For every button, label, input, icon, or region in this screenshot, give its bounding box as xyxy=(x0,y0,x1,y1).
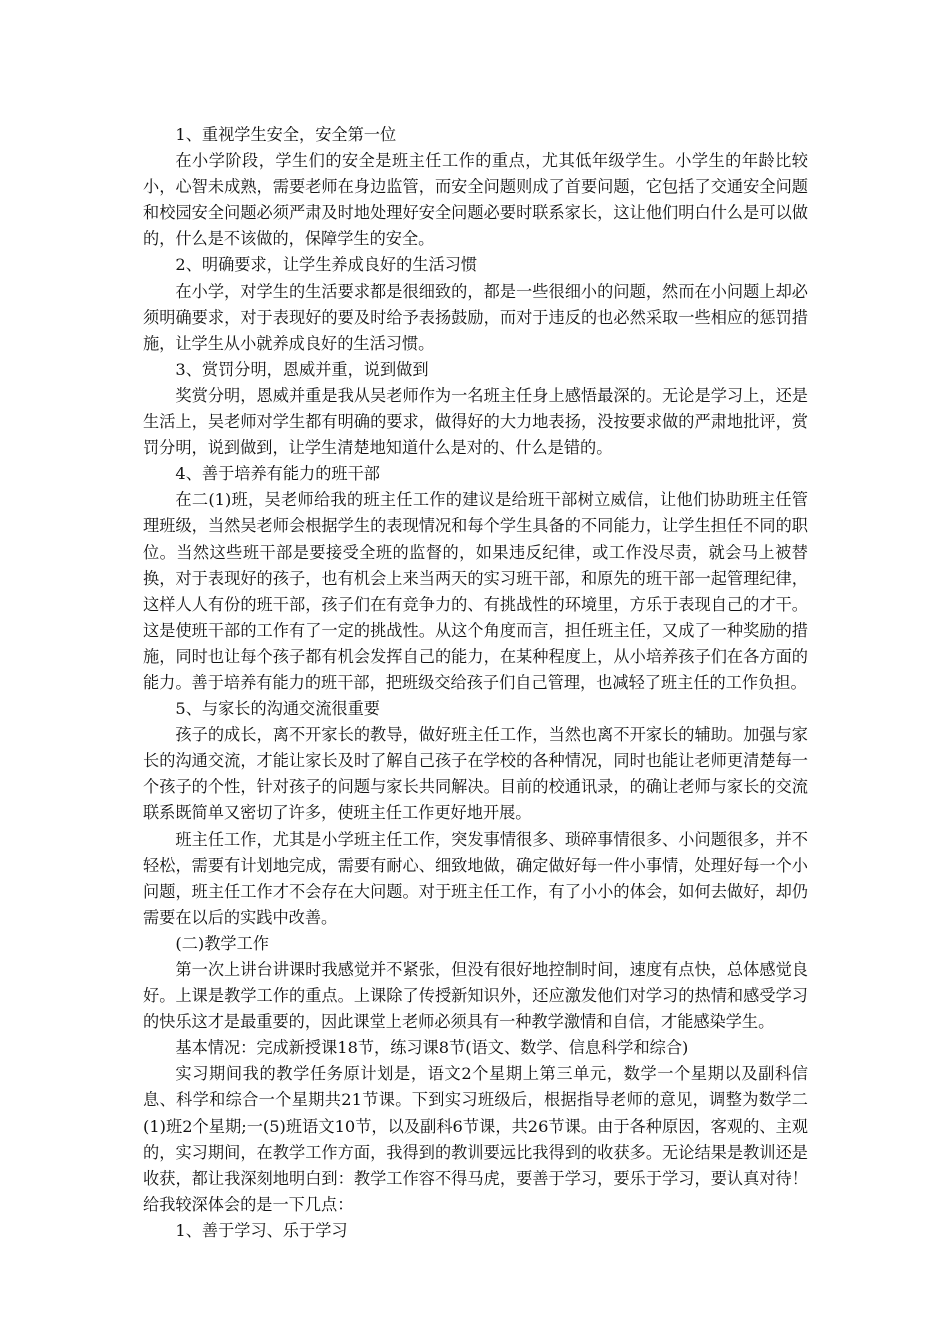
paragraph-basic-info: 基本情况：完成新授课18节，练习课8节(语文、数学、信息科学和综合) xyxy=(175,1038,689,1058)
paragraph-summary: 班主任工作，尤其是小学班主任工作，突发事情很多、琐碎事情很多、小问题很多，并不轻松，需要有计划地完成，需要有耐心、细致地做，确定做好每一件小事情，处理好每一个小问题，班主任工作才不会存在大问题。对于班主任工作，有了小小的体会，如何去做好，却仍需要在以后的实践中改善。 xyxy=(143,829,808,927)
heading-class-cadres: 4、善于培养有能力的班干部 xyxy=(175,464,380,484)
paragraph-rewards: 奖赏分明，恩威并重是我从吴老师作为一名班主任身上感悟最深的。无论是学习上，还是生活上，吴老师对学生都有明确的要求，做得好的大力地表扬，没按要求做的严肃地批评，赏罚分明，说到做到，让学生清楚地知道什么是对的、什么是错的。 xyxy=(143,385,808,458)
paragraph-class-cadres: 在二(1)班，吴老师给我的班主任工作的建议是给班干部树立威信，让他们协助班主任管理班级，当然吴老师会根据学生的表现情况和每个学生具备的不同能力，让学生担任不同的职位。当然这些班干部是要接受全班的监督的，如果违反纪律，或工作没尽责，就会马上被替换，对于表现好的孩子，也有机会上来当两天的实习班干部，和原先的班干部一起管理纪律，这样人人有份的班干部，孩子们在有竞争力的、有挑战性的环境里，方乐于表现自己的才干。这是使班干部的工作有了一定的挑战性。从这个角度而言，担任班主任，又成了一种奖励的措施，同时也让每个孩子都有机会发挥自己的能力，在某种程度上，从小培养孩子们在各方面的能力。善于培养有能力的班干部，把班级交给孩子们自己管理，也减轻了班主任的工作负担。 xyxy=(143,490,808,692)
heading-habits: 2、明确要求，让学生养成良好的生活习惯 xyxy=(175,255,478,275)
section-heading-teaching: (二)教学工作 xyxy=(175,933,269,953)
heading-safety: 1、重视学生安全，安全第一位 xyxy=(175,125,397,144)
heading-rewards: 3、赏罚分明，恩威并重，说到做到 xyxy=(175,359,429,379)
paragraph-parents: 孩子的成长，离不开家长的教导，做好班主任工作，当然也离不开家长的辅助。加强与家长的沟通交流，才能让家长及时了解自己孩子在学校的各种情况，同时也能让老师更清楚每一个孩子的个性，针对孩子的问题与家长共同解决。目前的校通讯录，的确让老师与家长的交流联系既简单又密切了许多，使班主任工作更好地开展。 xyxy=(143,725,808,823)
heading-parents: 5、与家长的沟通交流很重要 xyxy=(175,699,380,719)
paragraph-teaching-plan: 实习期间我的教学任务原计划是，语文2个星期上第三单元，数学一个星期以及副科信息、科学和综合一个星期共21节课。下到实习班级后，根据指导老师的意见，调整为数学二(1)班2个星期;一(5)班语文10节，以及副科6节课，共26节课。由于各种原因，客观的、主观的，实习期间，在教学工作方面，我得到的教训要远比我得到的收获多。无论结果是教训还是收获，都让我深刻地明白到：教学工作容不得马虎，要善于学习，要乐于学习，要认真对待！给我较深体会的是一下几点： xyxy=(143,1064,808,1214)
paragraph-habits: 在小学，对学生的生活要求都是很细致的，都是一些很细小的问题，然而在小问题上却必须明确要求，对于表现好的要及时给予表扬鼓励，而对于违反的也必然采取一些相应的惩罚措施，让学生从小就养成良好的生活习惯。 xyxy=(143,281,808,353)
paragraph-safety: 在小学阶段，学生们的安全是班主任工作的重点，尤其低年级学生。小学生的年龄比较小，心智未成熟，需要老师在身边监管，而安全问题则成了首要问题，它包括了交通安全问题和校园安全问题必须严肃及时地处理好安全问题必要时联系家长，这让他们明白什么是可以做的，什么是不该做的，保障学生的安全。 xyxy=(143,151,808,249)
document-page xyxy=(143,122,808,1244)
heading-learning: 1、善于学习、乐于学习 xyxy=(175,1220,348,1240)
paragraph-first-lecture: 第一次上讲台讲课时我感觉并不紧张，但没有很好地控制时间，速度有点快，总体感觉良好。上课是教学工作的重点。上课除了传授新知识外，还应激发他们对学习的热情和感受学习的快乐这才是最重要的，因此课堂上老师必须具有一种教学激情和自信，才能感染学生。 xyxy=(143,960,808,1032)
